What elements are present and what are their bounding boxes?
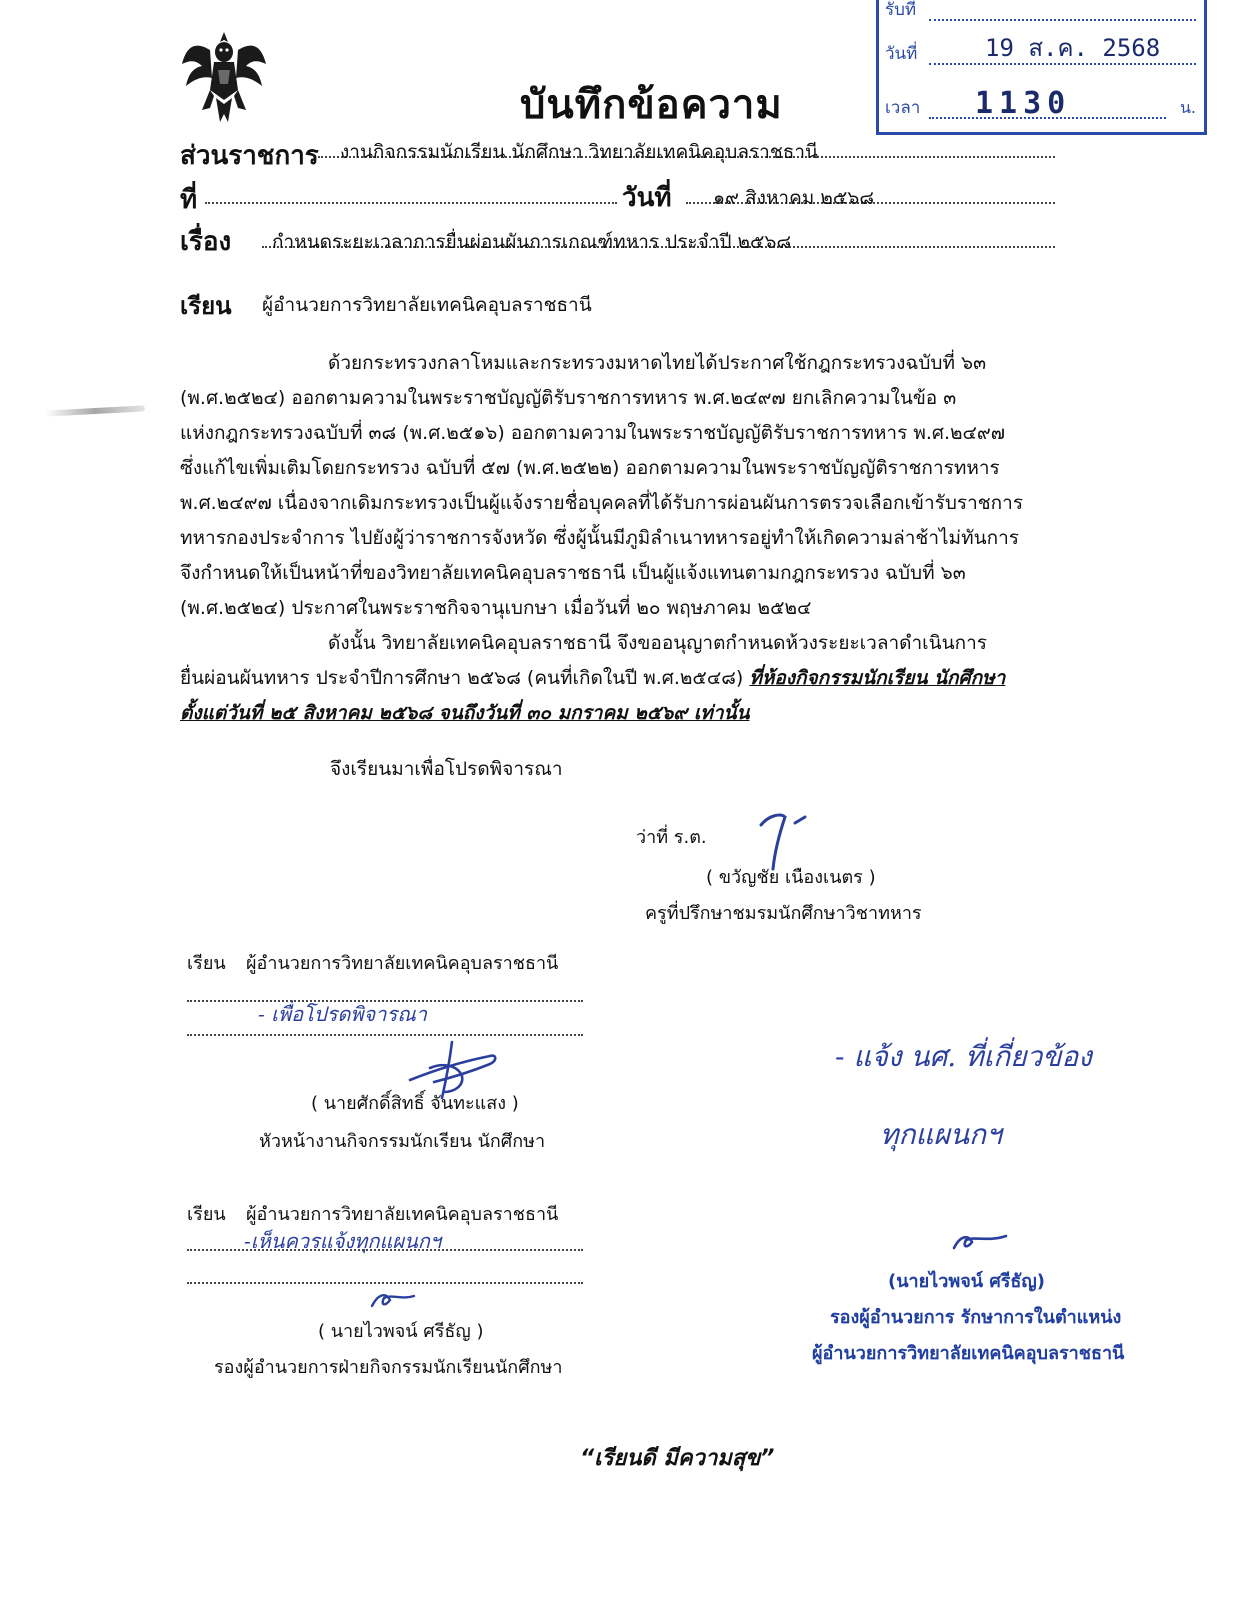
- footer-motto: “เรียนดี มีความสุข”: [580, 1446, 775, 1471]
- body-line: ด้วยกระทรวงกลาโหมและกระทรวงมหาดไทยได้ประกาศใช้กฎกระทรวงฉบับที่ ๖๓: [328, 352, 987, 374]
- body-line: (พ.ศ.๒๕๒๔) ออกตามความในพระราชบัญญัติรับราชการทหาร พ.ศ.๒๔๙๗ ยกเลิกความในข้อ ๓: [180, 387, 957, 409]
- director-position-line2: ผู้อำนวยการวิทยาลัยเทคนิคอุบลราชธานี: [812, 1343, 1125, 1364]
- memo-title: บันทึกข้อความ: [520, 82, 783, 128]
- signer1-name: ( ขวัญชัย เนืองเนตร ): [706, 867, 876, 888]
- reference-label: ที่: [180, 185, 198, 215]
- director-handwritten-note: - แจ้ง นศ. ที่เกี่ยวข้อง: [835, 1040, 1092, 1073]
- body-line: (พ.ศ.๒๕๒๔) ประกาศในพระราชกิจจานุเบกษา เมื่อวันที่ ๒๐ พฤษภาคม ๒๕๒๔: [180, 597, 812, 619]
- stamp-time-label: เวลา: [885, 98, 921, 118]
- endorse2-name: ( นายไวพจน์ ศรีธัญ ): [318, 1321, 484, 1342]
- date-label: วันที่: [622, 183, 672, 213]
- endorse2-position: รองผู้อำนวยการฝ่ายกิจกรรมนักเรียนนักศึกษา: [214, 1357, 563, 1378]
- endorse1-handwritten-note: - เพื่อโปรดพิจารณา: [258, 1002, 427, 1026]
- endorse2-dotline: [187, 1249, 583, 1251]
- body-line: ดังนั้น วิทยาลัยเทคนิคอุบลราชธานี จึงขออนุญาตกำหนดห้วงระยะเวลาดำเนินการ: [328, 632, 987, 654]
- endorse1-position: หัวหน้างานกิจกรรมนักเรียน นักศึกษา: [259, 1131, 546, 1152]
- director-name: (นายไวพจน์ ศรีธัญ): [888, 1271, 1045, 1292]
- director-handwritten-note: ทุกแผนกฯ: [880, 1118, 1002, 1151]
- agency-value: งานกิจกรรมนักเรียน นักศึกษา วิทยาลัยเทคนิคอุบลราชธานี: [340, 141, 818, 163]
- garuda-emblem-icon: [180, 30, 268, 125]
- endorse1-name: ( นายศักดิ์สิทธิ์ จันทะแสง ): [311, 1093, 519, 1114]
- endorse2-salutation-label: เรียน: [187, 1204, 226, 1225]
- body-line: ทหารกองประจำการ ไปยังผู้ว่าราชการจังหวัด ซึ่งผู้นั้นมีภูมิลำเนาทหารอยู่ทำให้เกิดความล่าช้าไม่ทันการ: [180, 527, 1019, 549]
- signature-icon: [950, 1224, 1010, 1258]
- body-line: ซึ่งแก้ไขเพิ่มเติมโดยกระทรวง ฉบับที่ ๕๗ (พ.ศ.๒๕๒๒) ออกตามความในพระราชบัญญัติราชการทหาร: [180, 457, 1000, 479]
- stamp-time-unit: น.: [1179, 98, 1196, 117]
- body-plain-text: ยื่นผ่อนผันทหาร ประจำปีการศึกษา ๒๕๖๘ (คนที่เกิดในปี พ.ศ.๒๕๔๘): [180, 667, 744, 689]
- reference-underline: [205, 202, 617, 204]
- director-position-line1: รองผู้อำนวยการ รักษาการในตำแหน่ง: [830, 1307, 1122, 1328]
- date-value: ๑๙ สิงหาคม ๒๕๖๘: [713, 187, 874, 209]
- subject-label: เรื่อง: [180, 227, 232, 257]
- body-line: จึงกำหนดให้เป็นหน้าที่ของวิทยาลัยเทคนิคอุบลราชธานี เป็นผู้แจ้งแทนตามกฎกระทรวง ฉบับที่ ๖๓: [180, 562, 966, 584]
- stamp-time-value: 1130: [975, 86, 1072, 121]
- salutation-value: ผู้อำนวยการวิทยาลัยเทคนิคอุบลราชธานี: [262, 294, 592, 316]
- endorse1-salutation-value: ผู้อำนวยการวิทยาลัยเทคนิคอุบลราชธานี: [246, 953, 559, 974]
- signature-icon: [368, 1284, 418, 1314]
- endorse1-salutation-label: เรียน: [187, 953, 226, 974]
- subject-value: กำหนดระยะเวลาการยื่นผ่อนผันการเกณฑ์ทหาร ประจำปี ๒๕๖๘: [272, 231, 792, 253]
- endorse1-dotline: [187, 1034, 583, 1036]
- stamp-date-value: 19 ส.ค. 2568: [985, 34, 1161, 62]
- body-line: พ.ศ.๒๔๙๗ เนื่องจากเดิมกระทรวงเป็นผู้แจ้งรายชื่อบุคคลที่ได้รับการผ่อนผันการตรวจเลือกเข้ารับราชการ: [180, 492, 1024, 514]
- body-emphasis-dates: ตั้งแต่วันที่ ๒๕ สิงหาคม ๒๕๖๘ จนถึงวันที่ ๓๐ มกราคม ๒๕๖๙ เท่านั้น: [180, 702, 750, 724]
- scan-mark: [45, 405, 145, 416]
- stamp-received-label: รับที่: [885, 0, 917, 20]
- body-line-2: [180, 661, 1005, 696]
- endorse2-salutation-value: ผู้อำนวยการวิทยาลัยเทคนิคอุบลราชธานี: [246, 1204, 559, 1225]
- signer1-position: ครูที่ปรึกษาชมรมนักศึกษาวิชาทหาร: [645, 903, 922, 924]
- endorse2-handwritten-note: -เห็นควรแจ้งทุกแผนกฯ: [244, 1229, 442, 1253]
- signer1-acting-title: ว่าที่ ร.ต.: [636, 827, 707, 848]
- stamp-date-label: วันที่: [885, 44, 918, 64]
- receipt-stamp: [876, 0, 1207, 135]
- agency-label: ส่วนราชการ: [180, 141, 319, 171]
- closing-text: จึงเรียนมาเพื่อโปรดพิจารณา: [330, 758, 563, 780]
- body-emphasis-text: ที่ห้องกิจกรรมนักเรียน นักศึกษา: [749, 667, 1006, 689]
- salutation-label: เรียน: [180, 292, 232, 320]
- body-line: แห่งกฎกระทรวงฉบับที่ ๓๘ (พ.ศ.๒๕๑๖) ออกตามความในพระราชบัญญัติรับราชการทหาร พ.ศ.๒๔๙๗: [180, 422, 1006, 444]
